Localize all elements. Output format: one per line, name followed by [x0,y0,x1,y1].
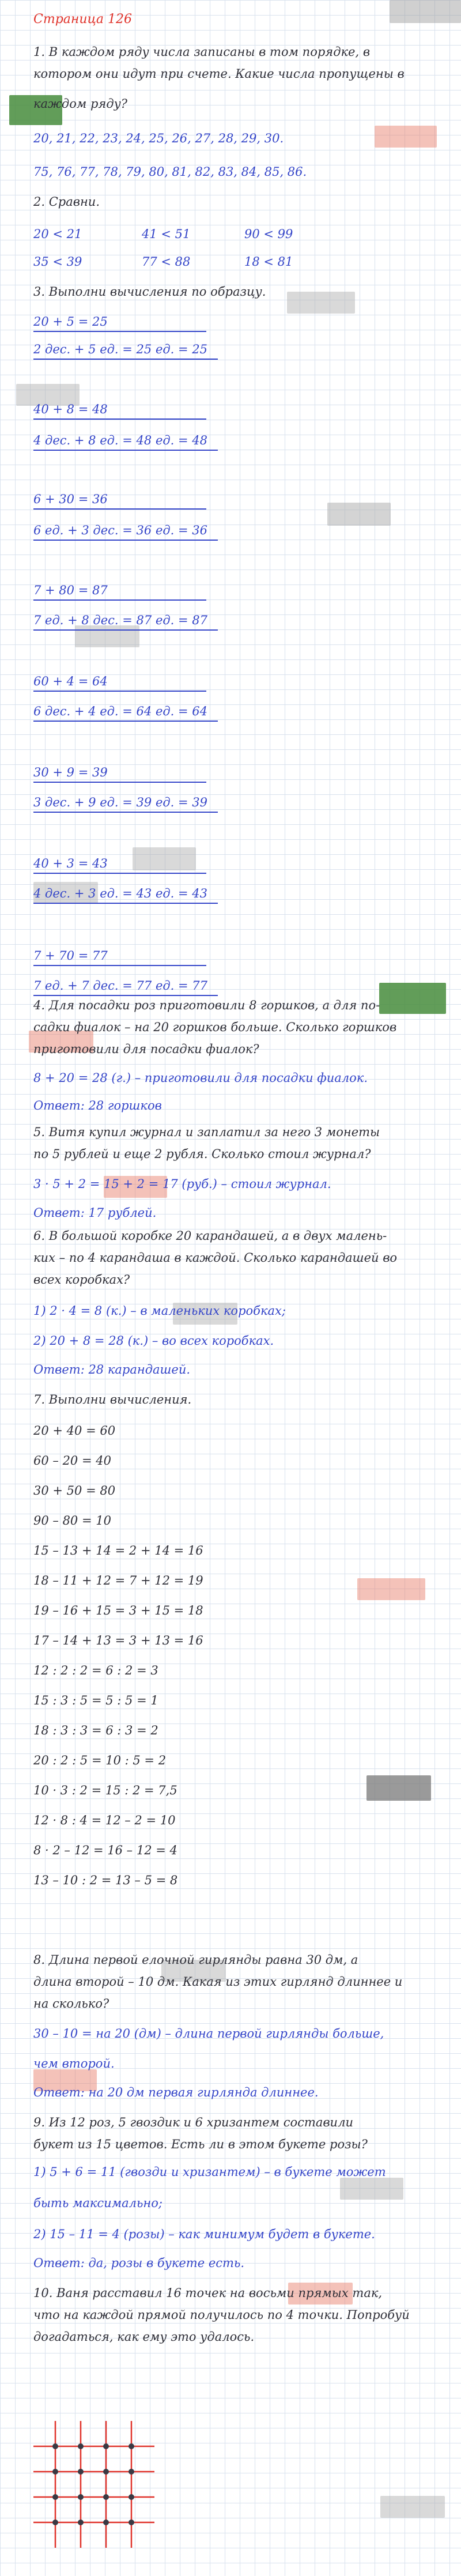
task-8-question-line: на сколько? [33,1997,109,2011]
figure-dot [129,2494,134,2500]
task-9-answer: Ответ: да, розы в букете есть. [33,2256,245,2270]
task-5-answer: Ответ: 17 рублей. [33,1206,157,1220]
task-3-equation: 20 + 5 = 25 [33,314,206,332]
t7-calculation: 15 : 3 : 5 = 5 : 5 = 1 [33,1694,158,1707]
decorative-smudge [379,983,446,1014]
figure-dot [103,2494,109,2500]
decorative-smudge [380,2496,445,2518]
figure-dot [129,2443,134,2449]
task-4-question-line: 4. Для посадки роз приготовили 8 горшков, а для по- [33,998,380,1012]
decorative-smudge [375,126,437,148]
figure-dot [103,2443,109,2449]
task-5-question-line: по 5 рублей и еще 2 рубля. Сколько стоил журнал? [33,1147,371,1161]
task-3-equation: 40 + 8 = 48 [33,401,206,420]
figure-vertical-lines [55,2421,131,2548]
task-4-solution: 8 + 20 = 28 (г.) – приготовили для посадки фиалок. [33,1071,368,1085]
task-2-comparison: 41 < 51 [142,227,191,241]
t7-calculation: 17 – 14 + 13 = 3 + 13 = 16 [33,1634,203,1647]
decorative-smudge [287,292,355,314]
task-5-solution: 3 · 5 + 2 = 15 + 2 = 17 (руб.) – стоил журнал. [33,1177,331,1191]
t7-calculation: 8 · 2 – 12 = 16 – 12 = 4 [33,1843,177,1857]
task-8-question-line: 8. Длина первой елочной гирлянды равна 30 дм, а [33,1953,358,1967]
t7-calculation: 30 + 50 = 80 [33,1484,116,1498]
task-3-equation: 6 + 30 = 36 [33,491,206,510]
task-4-question-line: приготовили для посадки фиалок? [33,1042,259,1056]
figure-dot [103,2469,109,2475]
figure-dot [129,2469,134,2475]
decorative-smudge [340,2178,403,2200]
t7-calculation: 60 – 20 = 40 [33,1454,111,1468]
t7-calculation: 15 – 13 + 14 = 2 + 14 = 16 [33,1544,203,1557]
figure-dot [78,2520,84,2525]
figure-dot [78,2494,84,2500]
task-7-question: 7. Выполни вычисления. [33,1393,192,1406]
task-3-explanation: 7 ед. + 7 дес. = 77 ед. = 77 [33,978,218,996]
task-8-answer: Ответ: на 20 дм первая гирлянда длиннее. [33,2085,319,2099]
task-9-solution: 1) 5 + 6 = 11 (гвозди и хризантем) – в букете может [33,2165,386,2179]
task-3-explanation: 6 дес. + 4 ед. = 64 ед. = 64 [33,703,218,722]
figure-dot [78,2469,84,2475]
task-6-question-line: всех коробках? [33,1273,130,1287]
task-3-explanation: 4 дес. + 3 ед. = 43 ед. = 43 [33,885,218,904]
decorative-smudge [327,503,391,526]
task-8-solution: 30 – 10 = на 20 (дм) – длина первой гирлянды больше, [33,2027,384,2041]
t7-calculation: 20 + 40 = 60 [33,1424,116,1438]
t7-calculation: 90 – 80 = 10 [33,1514,111,1528]
task-3-explanation: 7 ед. + 8 дес. = 87 ед. = 87 [33,612,218,631]
figure-dot [78,2443,84,2449]
task-8-question-line: длина второй – 10 дм. Какая из этих гирлянд длиннее и [33,1975,403,1989]
task-2-comparison: 90 < 99 [244,227,293,241]
task-6-question-line: ких – по 4 карандаша в каждой. Сколько карандашей во [33,1251,398,1265]
figure-dot [52,2443,58,2449]
task-6-question-line: 6. В большой коробке 20 карандашей, а в двух малень- [33,1229,387,1243]
figure-dot [52,2469,58,2475]
task-3-equation: 60 + 4 = 64 [33,673,206,692]
t7-calculation: 20 : 2 : 5 = 10 : 5 = 2 [33,1753,167,1767]
task-10-question-line: что на каждой прямой получилось по 4 точки. Попробуй [33,2308,410,2322]
task-2-comparison: 77 < 88 [142,255,191,269]
task-6-solution: 1) 2 · 4 = 8 (к.) – в маленьких коробках; [33,1304,286,1318]
t7-calculation: 18 – 11 + 12 = 7 + 12 = 19 [33,1574,203,1587]
task-10-question-line: догадаться, как ему это удалось. [33,2330,255,2344]
decorative-smudge [390,0,461,23]
t7-calculation: 19 – 16 + 15 = 3 + 15 = 18 [33,1604,203,1617]
task-2-comparison: 18 < 81 [244,255,293,269]
task-6-answer: Ответ: 28 карандашей. [33,1363,191,1376]
task-3-explanation: 3 дес. + 9 ед. = 39 ед. = 39 [33,794,218,813]
task-10-question-line: 10. Ваня расставил 16 точек на восьми прямых так, [33,2286,383,2300]
figure-horizontal-lines [33,2446,154,2522]
task-3-equation: 7 + 70 = 77 [33,948,206,966]
t7-calculation: 10 · 3 : 2 = 15 : 2 = 7,5 [33,1783,177,1797]
task-2-comparison: 20 < 21 [33,227,82,241]
t7-calculation: 12 : 2 : 2 = 6 : 2 = 3 [33,1664,158,1677]
task-9-question-line: 9. Из 12 роз, 5 гвоздик и 6 хризантем составили [33,2115,353,2129]
task-1-question-line: котором они идут при счете. Какие числа пропущены в [33,67,405,81]
task-3-question: 3. Выполни вычисления по образцу. [33,285,266,299]
t7-calculation: 13 – 10 : 2 = 13 – 5 = 8 [33,1873,178,1887]
decorative-smudge [366,1775,431,1801]
task-2-question: 2. Сравни. [33,195,100,209]
task-1-question-line: каждом ряду? [33,97,128,111]
task-4-answer: Ответ: 28 горшков [33,1099,162,1112]
decorative-smudge [357,1578,425,1600]
task-1-question-line: 1. В каждом ряду числа записаны в том порядке, в [33,45,371,59]
task-3-explanation: 4 дес. + 8 ед. = 48 ед. = 48 [33,432,218,451]
task-3-equation: 7 + 80 = 87 [33,582,206,601]
page-title: Страница 126 [33,12,133,27]
task-6-solution: 2) 20 + 8 = 28 (к.) – во всех коробках. [33,1334,274,1348]
task-9-question-line: букет из 15 цветов. Есть ли в этом букете розы? [33,2137,368,2151]
t7-calculation: 18 : 3 : 3 = 6 : 3 = 2 [33,1723,158,1737]
task-3-explanation: 6 ед. + 3 дес. = 36 ед. = 36 [33,522,218,541]
task-3-equation: 30 + 9 = 39 [33,764,206,783]
task-3-explanation: 2 дес. + 5 ед. = 25 ед. = 25 [33,341,218,360]
task-9-solution-continued: быть максимально; [33,2196,163,2210]
t7-calculation: 12 · 8 : 4 = 12 – 2 = 10 [33,1813,176,1827]
task-3-equation: 40 + 3 = 43 [33,855,206,874]
dots-on-lines-figure [33,2421,154,2548]
figure-dot [52,2520,58,2525]
figure-dot [103,2520,109,2525]
figure-dot [52,2494,58,2500]
task-1-answer-row: 20, 21, 22, 23, 24, 25, 26, 27, 28, 29, 30. [33,131,284,145]
task-9-solution: 2) 15 – 11 = 4 (розы) – как минимум будет в букете. [33,2227,375,2241]
figure-dot [129,2520,134,2525]
task-8-solution-continued: чем второй. [33,2057,115,2070]
task-4-question-line: садки фиалок – на 20 горшков больше. Сколько горшков [33,1020,397,1034]
task-2-comparison: 35 < 39 [33,255,82,269]
task-5-question-line: 5. Витя купил журнал и заплатил за него 3 монеты [33,1125,380,1139]
task-1-answer-row: 75, 76, 77, 78, 79, 80, 81, 82, 83, 84, 85, 86. [33,165,307,179]
figure-dots [52,2443,134,2525]
